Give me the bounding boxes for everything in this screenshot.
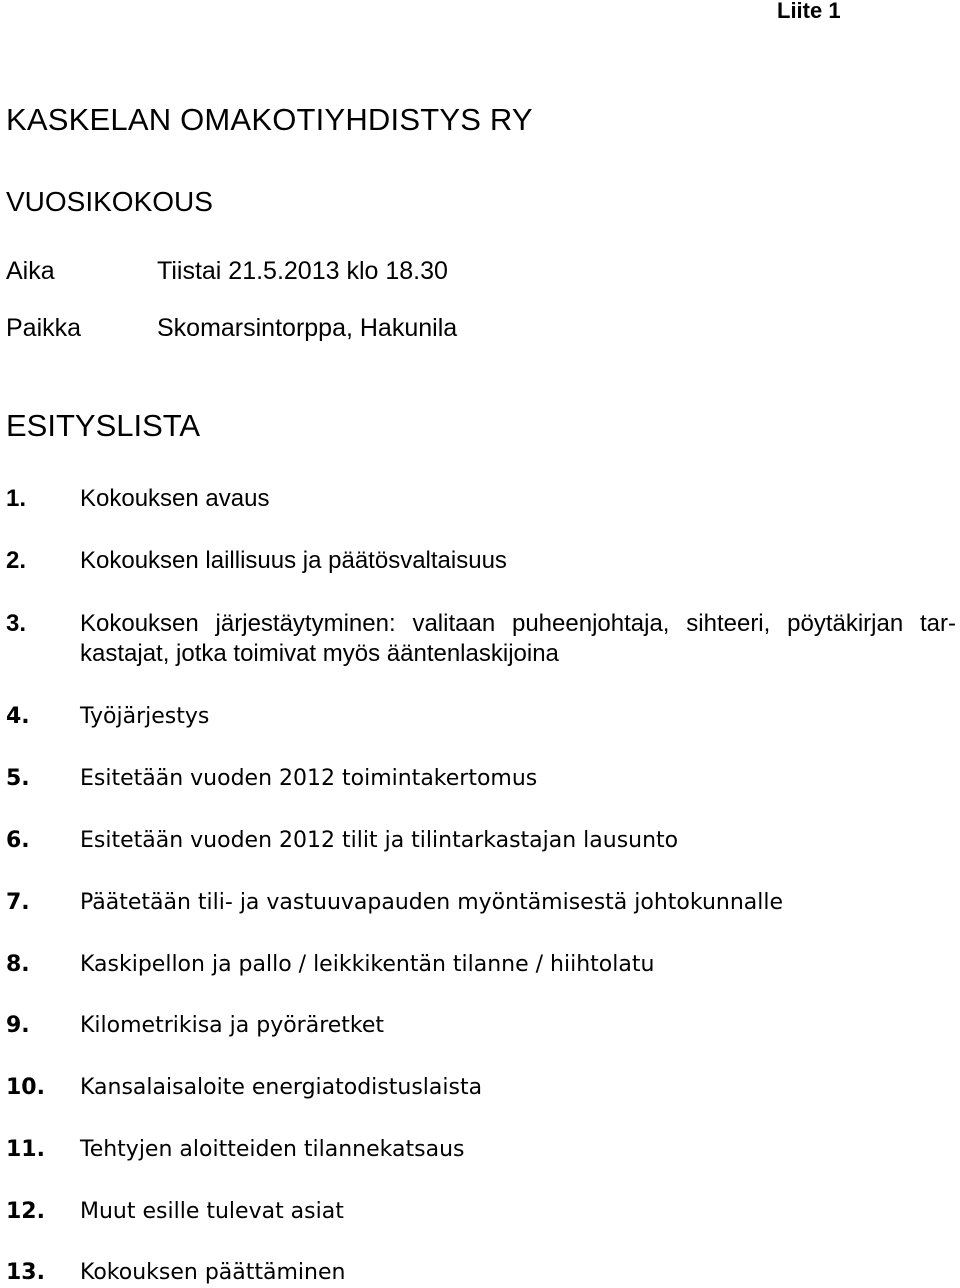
agenda-item-text: Kansalaisaloite energiatodistuslaista: [80, 1075, 483, 1100]
agenda-item-text: Työjärjestys: [80, 704, 210, 729]
organization-title: KASKELAN OMAKOTIYHDISTYS RY: [6, 102, 533, 137]
agenda-item-number: 9.: [6, 1013, 30, 1038]
agenda-item-number: 3.: [6, 610, 27, 637]
agenda-item-number: 5.: [6, 766, 30, 791]
agenda-item-text: Tehtyjen aloitteiden tilannekatsaus: [80, 1137, 465, 1162]
agenda-item-text: Esitetään vuoden 2012 tilit ja tilintarkastajan lausunto: [80, 828, 679, 853]
place-value: Skomarsintorppa, Hakunila: [157, 314, 458, 342]
time-value: Tiistai 21.5.2013 klo 18.30: [157, 257, 448, 285]
time-label: Aika: [6, 257, 55, 285]
agenda-item-text: Kaskipellon ja pallo / leikkikentän tilanne / hiihtolatu: [80, 952, 655, 977]
agenda-item-number: 1.: [6, 485, 27, 512]
agenda-item-text: Kokouksen päättäminen: [80, 1260, 346, 1285]
agenda-item-number: 2.: [6, 547, 27, 574]
agenda-item-text: Muut esille tulevat asiat: [80, 1199, 344, 1224]
agenda-item-text: Esitetään vuoden 2012 toimintakertomus: [80, 766, 538, 791]
agenda-item-text: Kokouksen järjestäytyminen: valitaan puheenjohtaja, sihteeri, pöytäkirjan tar-kastajat, jotka toimivat myös ääntenlaskijoina: [80, 610, 956, 667]
meeting-title: VUOSIKOKOUS: [6, 186, 213, 217]
agenda-item-text: Päätetään tili- ja vastuuvapauden myöntämisestä johtokunnalle: [80, 890, 784, 915]
agenda-item-text: Kilometrikisa ja pyöräretket: [80, 1013, 385, 1038]
agenda-item-number: 7.: [6, 890, 30, 915]
agenda-item-number: 11.: [6, 1137, 45, 1162]
agenda-heading: ESITYSLISTA: [6, 408, 201, 443]
agenda-item-text: Kokouksen avaus: [80, 485, 270, 512]
place-label: Paikka: [6, 314, 82, 342]
agenda-item-number: 12.: [6, 1199, 45, 1224]
agenda-item-text: Kokouksen laillisuus ja päätösvaltaisuus: [80, 547, 507, 574]
agenda-item-number: 6.: [6, 828, 30, 853]
attachment-label: Liite 1: [777, 0, 841, 23]
agenda-item-number: 13.: [6, 1260, 45, 1285]
agenda-item-number: 4.: [6, 704, 30, 729]
agenda-item-number: 10.: [6, 1075, 45, 1100]
agenda-item-number: 8.: [6, 952, 30, 977]
